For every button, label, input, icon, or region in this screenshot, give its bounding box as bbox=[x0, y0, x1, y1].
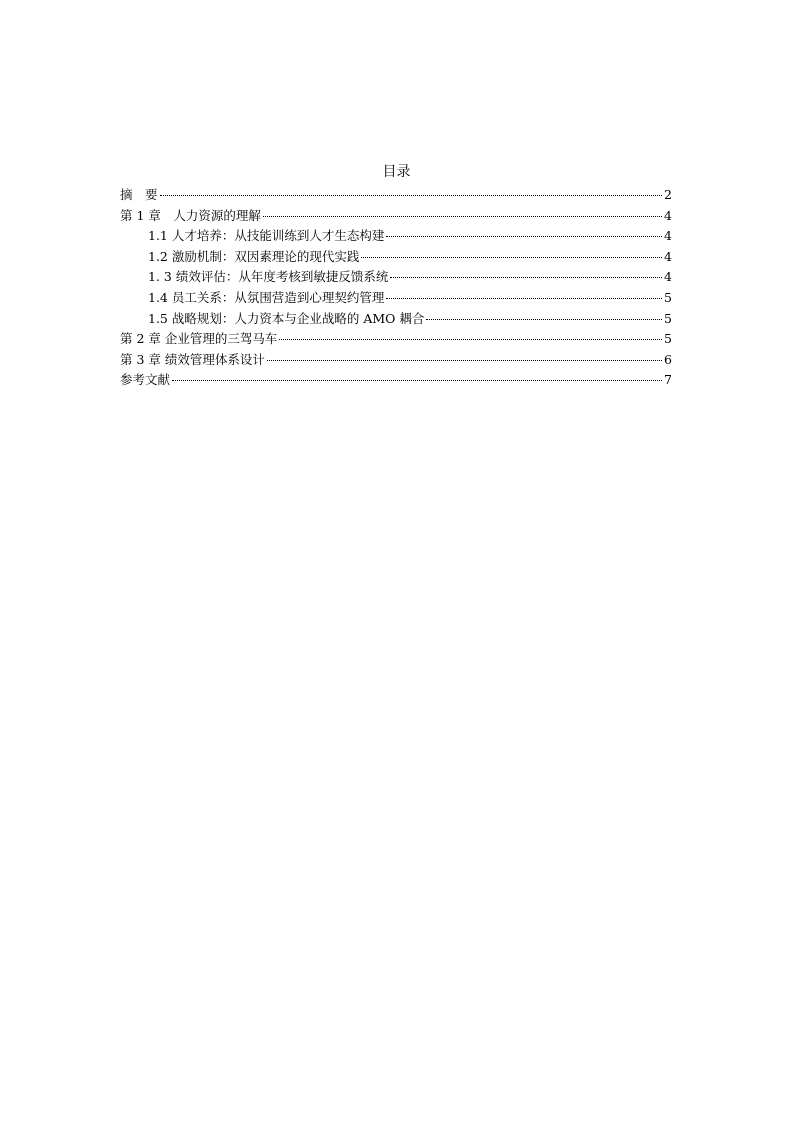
toc-page-number: 4 bbox=[664, 269, 672, 285]
dot-leader bbox=[279, 339, 662, 340]
dot-leader bbox=[267, 360, 662, 361]
toc-entry-label: 摘 要 bbox=[120, 187, 158, 202]
toc-entry-section-1-4[interactable] bbox=[120, 288, 672, 309]
toc-entry-label: 1.4 员工关系：从氛围营造到心理契约管理 bbox=[148, 289, 385, 305]
toc-page-number: 6 bbox=[664, 351, 672, 367]
toc-entry-chapter-1[interactable] bbox=[120, 206, 672, 227]
toc-entry-label: 1.5 战略规划：人力资本与企业战略的 AMO 耦合 bbox=[148, 310, 425, 326]
toc-page-number: 5 bbox=[664, 331, 672, 347]
toc-entry-references[interactable] bbox=[120, 370, 672, 391]
toc-entry-label: 参考文献 bbox=[120, 372, 171, 388]
toc-entry-section-1-1[interactable] bbox=[120, 226, 672, 247]
toc-entry-label: 第 1 章 人力资源的理解 bbox=[120, 207, 261, 223]
toc-page-number: 4 bbox=[664, 207, 672, 223]
dot-leader bbox=[386, 236, 662, 237]
toc-entry-label: 1.1 人才培养：从技能训练到人才生态构建 bbox=[148, 228, 385, 244]
toc-entry-label: 1. 3 绩效评估：从年度考核到敏捷反馈系统 bbox=[148, 269, 389, 285]
toc-page-number: 2 bbox=[664, 187, 672, 202]
dot-leader bbox=[263, 216, 662, 217]
toc-entry-label: 第 2 章 企业管理的三驾马车 bbox=[120, 331, 278, 347]
dot-leader bbox=[390, 277, 662, 278]
toc-entry-chapter-2[interactable] bbox=[120, 329, 672, 350]
toc-entry-label: 第 3 章 绩效管理体系设计 bbox=[120, 351, 265, 367]
toc-entry-label: 1.2 激励机制：双因素理论的现代实践 bbox=[148, 248, 360, 264]
toc-entry-section-1-5[interactable] bbox=[120, 309, 672, 330]
table-of-contents bbox=[120, 185, 672, 391]
dot-leader bbox=[172, 380, 662, 381]
dot-leader bbox=[426, 319, 662, 320]
toc-entry-abstract[interactable] bbox=[120, 185, 672, 206]
dot-leader bbox=[160, 195, 663, 196]
toc-entry-section-1-3[interactable] bbox=[120, 267, 672, 288]
toc-page-number: 4 bbox=[664, 248, 672, 264]
toc-entry-section-1-2[interactable] bbox=[120, 247, 672, 268]
dot-leader bbox=[386, 298, 662, 299]
toc-page-number: 7 bbox=[664, 372, 672, 388]
toc-title: 目录 bbox=[382, 164, 411, 180]
toc-entry-chapter-3[interactable] bbox=[120, 350, 672, 371]
toc-page-number: 4 bbox=[664, 228, 672, 244]
toc-page-number: 5 bbox=[664, 289, 672, 305]
toc-page-number: 5 bbox=[664, 310, 672, 326]
dot-leader bbox=[361, 257, 662, 258]
